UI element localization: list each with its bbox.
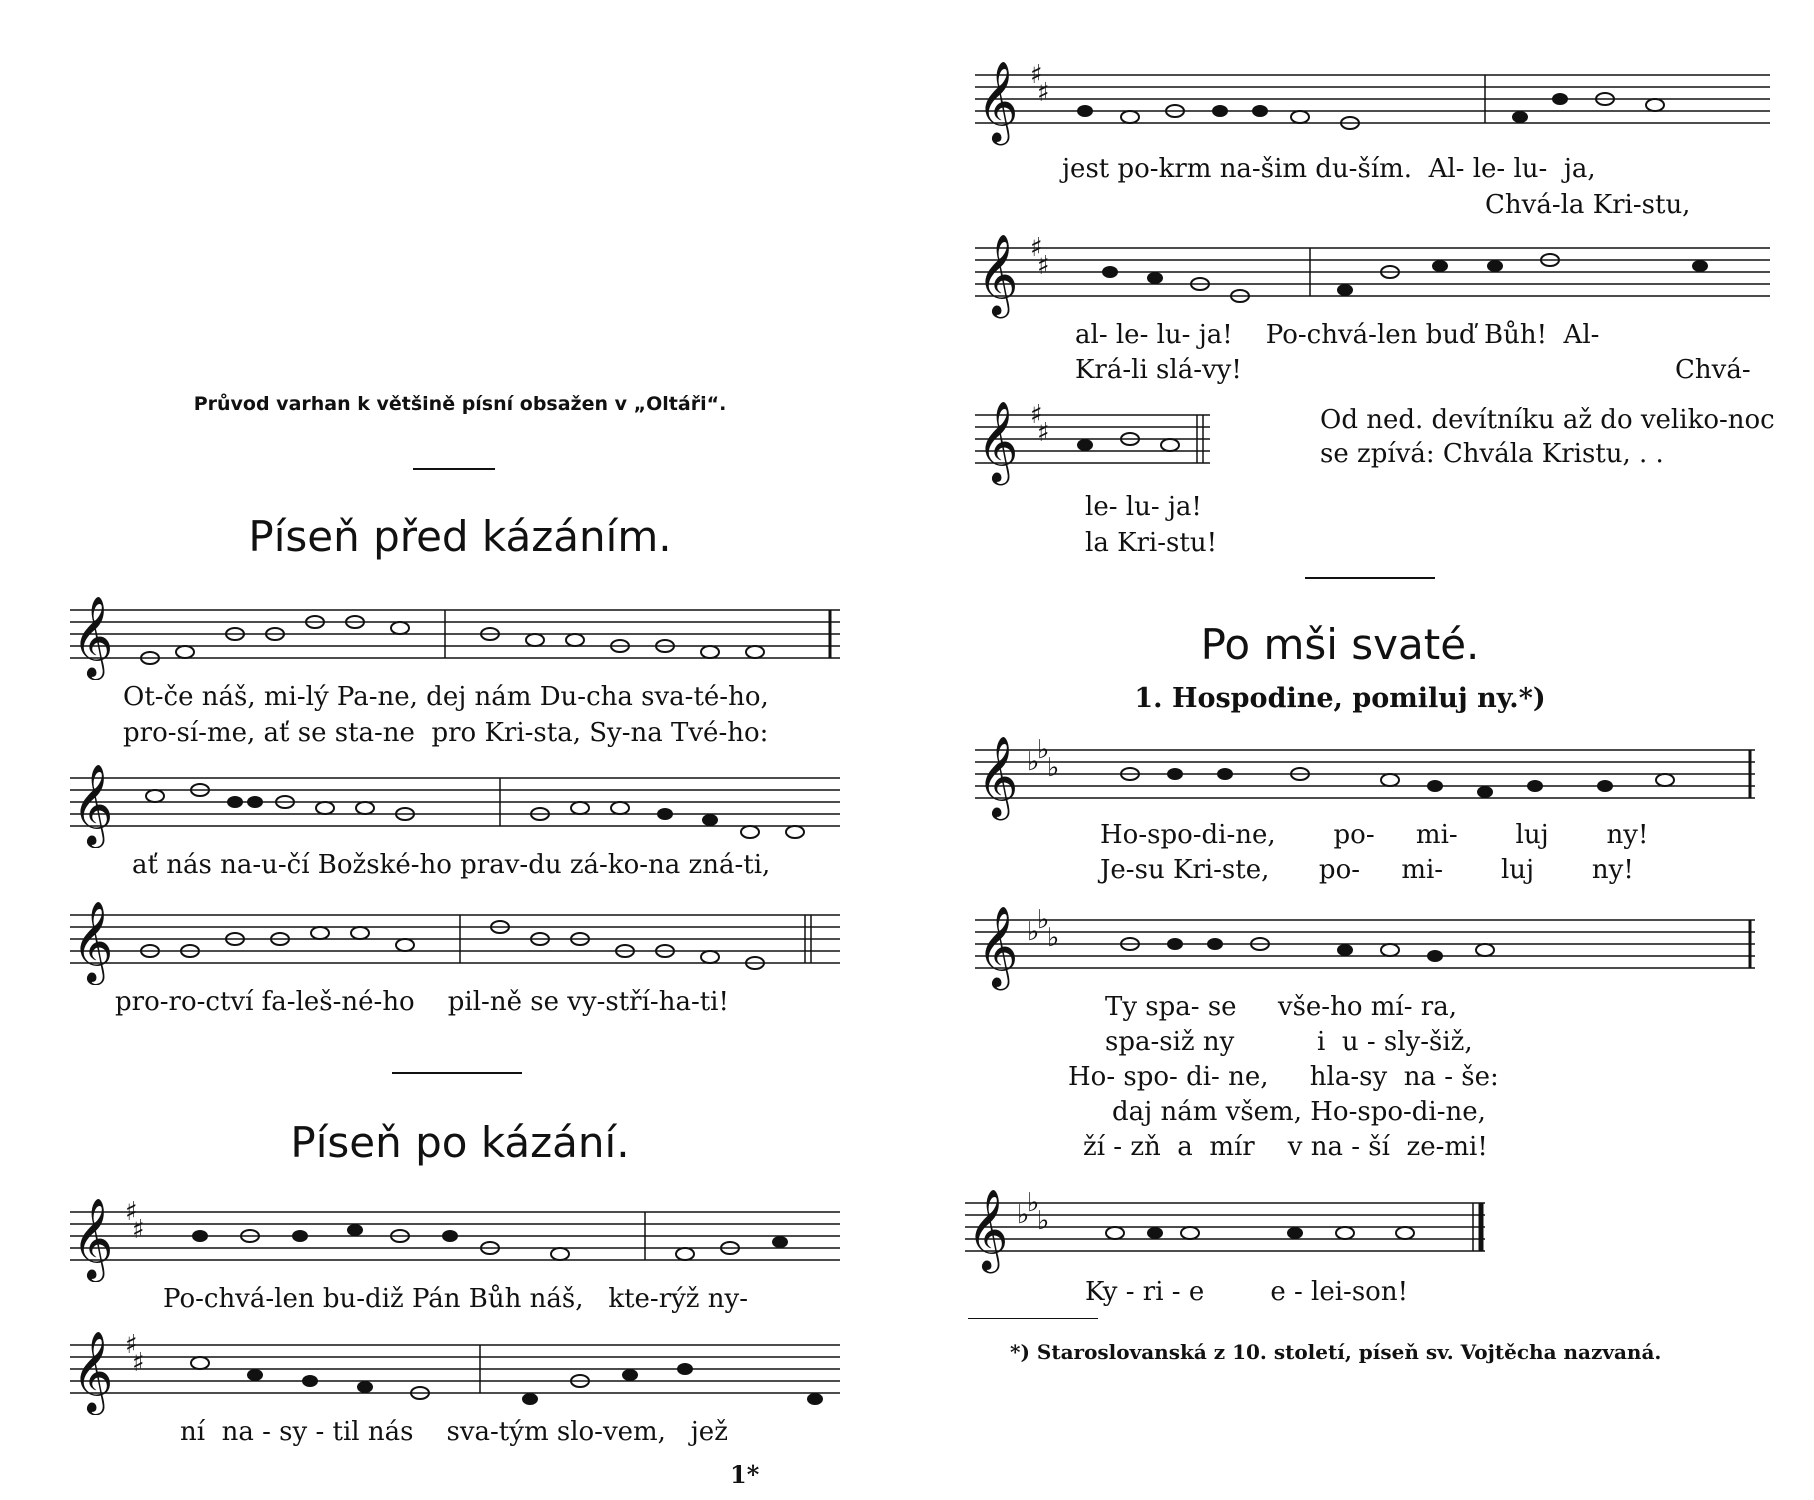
svg-text:♯: ♯ <box>132 1348 145 1378</box>
lyric-line: daj nám všem, Ho-spo-di-ne, <box>1112 1097 1486 1127</box>
music-staff <box>975 395 1215 490</box>
svg-text:𝄞: 𝄞 <box>72 1197 114 1279</box>
svg-text:♯: ♯ <box>125 1197 138 1227</box>
page-number: 1* <box>730 1460 760 1489</box>
svg-text:𝄞: 𝄞 <box>72 900 114 982</box>
lyric-line: ží - zň a mír v na - ší ze-mi! <box>1083 1132 1488 1162</box>
svg-text:♭: ♭ <box>1017 1200 1030 1230</box>
right-page <box>900 0 1814 1500</box>
svg-text:𝄞: 𝄞 <box>977 60 1019 142</box>
lyric-line: al- le- lu- ja! Po-chvá-len buď Bůh! Al- <box>1075 320 1600 350</box>
music-staff <box>975 55 1775 155</box>
svg-text:♭: ♭ <box>1027 747 1040 777</box>
svg-text:♭: ♭ <box>1037 1206 1050 1236</box>
seasonal-note: Od ned. devítníku až do veliko-noc se zpívá: Chvála Kristu, . . <box>1320 405 1775 469</box>
separator-rule <box>392 1072 522 1074</box>
organ-accompaniment-notice: Průvod varhan k většině písní obsažen v „Oltáři“. <box>193 393 727 415</box>
lyric-line: le- lu- ja! <box>1085 492 1202 522</box>
svg-text:𝄞: 𝄞 <box>977 233 1019 315</box>
svg-text:♯: ♯ <box>125 1330 138 1360</box>
svg-text:♯: ♯ <box>1030 233 1043 263</box>
lyric-line: Chvá-la Kri-stu, <box>1485 190 1691 220</box>
lyric-line: Krá-li slá-vy! <box>1075 355 1242 385</box>
lyric-line: Ty spa- se vše-ho mí- ra, <box>1105 992 1457 1022</box>
left-page <box>0 0 900 1500</box>
svg-text:♯: ♯ <box>1037 251 1050 281</box>
music-staff <box>70 895 850 985</box>
music-staff <box>70 590 850 680</box>
lyric-line: Je-su Kri-ste, po- mi- luj ny! <box>1100 855 1634 885</box>
svg-text:♭: ♭ <box>1037 905 1050 935</box>
music-staff <box>975 228 1775 323</box>
footnote-rule <box>968 1318 1098 1319</box>
svg-text:𝄞: 𝄞 <box>967 1188 1009 1270</box>
svg-text:♭: ♭ <box>1027 1188 1040 1218</box>
lyric-line: Ho-spo-di-ne, po- mi- luj ny! <box>1100 820 1649 850</box>
svg-text:𝄞: 𝄞 <box>72 595 114 677</box>
song-title-after-mass: Po mši svaté. <box>1200 620 1480 669</box>
separator-rule <box>1305 577 1435 579</box>
music-staff <box>70 758 850 848</box>
svg-text:𝄞: 𝄞 <box>72 763 114 845</box>
svg-text:𝄞: 𝄞 <box>72 1330 114 1412</box>
svg-text:♭: ♭ <box>1047 923 1060 953</box>
lyric-line: Ho- spo- di- ne, hla-sy na - še: <box>1068 1062 1499 1092</box>
lyric-line: la Kri-stu! <box>1085 528 1218 558</box>
lyric-line: ní na - sy - til nás sva-tým slo-vem, jež <box>180 1417 728 1447</box>
separator-rule <box>413 468 495 470</box>
lyric-line: spa-siž ny i u - sly-šiž, <box>1105 1027 1473 1057</box>
svg-text:𝄞: 𝄞 <box>977 400 1019 482</box>
lyric-line: Ky - ri - e e - lei-son! <box>1085 1277 1409 1307</box>
music-staff <box>975 900 1775 995</box>
music-staff <box>975 730 1775 825</box>
svg-text:♭: ♭ <box>1037 735 1050 765</box>
svg-text:♭: ♭ <box>1027 917 1040 947</box>
lyric-line: pro-ro-ctví fa-leš-né-ho pil-ně se vy-stří-ha-ti! <box>115 987 729 1017</box>
svg-text:♯: ♯ <box>1030 400 1043 430</box>
lyric-line: ať nás na-u-čí Božské-ho prav-du zá-ko-na zná-ti, <box>132 850 771 880</box>
svg-text:♯: ♯ <box>1030 60 1043 90</box>
song-title-after-sermon: Píseň po kázání. <box>290 1118 630 1167</box>
lyric-line: Chvá- <box>1675 355 1751 385</box>
song-subtitle: 1. Hospodine, pomiluj ny.*) <box>1134 683 1546 714</box>
svg-text:♯: ♯ <box>132 1215 145 1245</box>
lyric-line: Ot-če náš, mi-lý Pa-ne, dej nám Du-cha sva-té-ho, <box>123 682 769 712</box>
music-staff <box>965 1183 1515 1278</box>
svg-text:𝄞: 𝄞 <box>977 735 1019 817</box>
svg-text:♯: ♯ <box>1037 78 1050 108</box>
music-staff <box>70 1320 850 1415</box>
svg-text:♯: ♯ <box>1037 418 1050 448</box>
svg-text:♭: ♭ <box>1047 753 1060 783</box>
song-title-before-sermon: Píseň před kázáním. <box>248 512 672 561</box>
footnote: *) Staroslovanská z 10. století, píseň sv. Vojtěcha nazvaná. <box>1010 1340 1662 1364</box>
svg-text:𝄞: 𝄞 <box>977 905 1019 987</box>
lyric-line: jest po-krm na-šim du-ším. Al- le- lu- ja, <box>1062 154 1596 184</box>
lyric-line: pro-sí-me, ať se sta-ne pro Kri-sta, Sy-na Tvé-ho: <box>123 718 769 748</box>
lyric-line: Po-chvá-len bu-diž Pán Bůh náš, kte-rýž ny- <box>163 1284 748 1314</box>
music-staff <box>70 1192 850 1282</box>
